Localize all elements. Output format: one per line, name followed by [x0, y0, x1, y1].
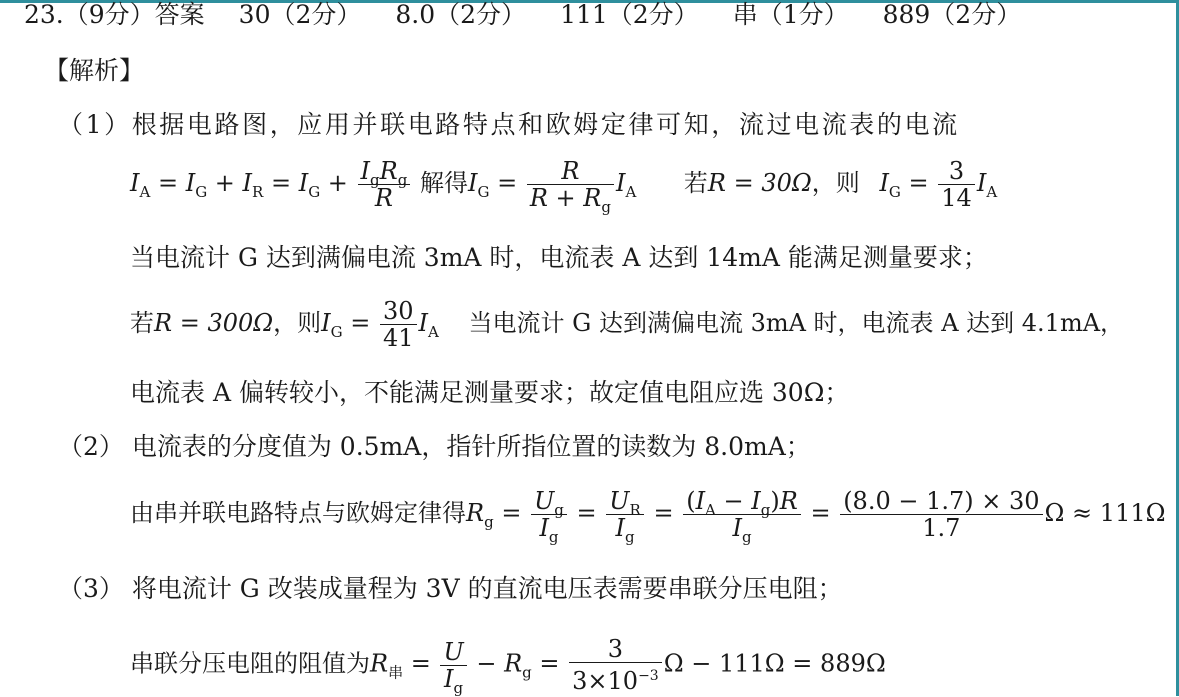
fraction-3-over-14: $\frac{3}{14}$ [938, 158, 975, 211]
fraction-3-over-3e-3: $\frac{3}{3\times 10^{-3}}$ [569, 636, 662, 694]
analysis-title: 【解析】 [44, 56, 145, 85]
fraction-UR-over-Ig: $\frac{U_R}{I_g}$ [606, 488, 644, 541]
part2-line1: （2） 电流表的分度值为 0.5mA，指针所指位置的读数为 8.0mA； [58, 432, 811, 461]
part3-equation: 串联分压电阻的阻值为$R_串$ = $\frac{U}{I_g}$ − $R_g$ = $\frac{3}{3\times 10^{-3}}$ Ω − 111Ω = 889Ω [130, 635, 886, 697]
part1-intro: （1）根据电路图，应用并联电路特点和欧姆定律可知，流过电流表的电流 [58, 110, 960, 139]
part3-line1: （3） 将电流计 G 改装成量程为 3V 的直流电压表需要串联分压电阻； [58, 574, 843, 603]
answer-1: 30（2分） [238, 0, 362, 29]
part1-line2: 当电流计 G 达到满偏电流 3mA 时，电流表 A 达到 14mA 能满足测量要求； [130, 243, 988, 272]
answer-5: 889（2分） [882, 0, 1022, 29]
part1-equation-1: $I_A = I_G + I_R = I_G$ + $\frac{I_gR_g}{R}$ 解得$I_G$ = $\frac{R}{R + R_g}$ $I_A$ 若R = 30Ω，则 $I_G$ = $\frac{3}{14}$ $I_A$ [130, 157, 998, 216]
answer-line [24, 0, 1021, 30]
question-number: 23. [24, 0, 64, 29]
fraction-R-over-R-plus-Rg: $\frac{R}{R + R_g}$ [527, 158, 614, 211]
fraction-IgRg-over-R: $\frac{I_gR_g}{R}$ [358, 158, 411, 211]
fraction-IA-minus-Ig-R-over-Ig: $\frac{(I_A - I_g)R}{I_g}$ [683, 488, 801, 541]
fraction-numeric: $\frac{(8.0 - 1.7) \times 30}{1.7}$ [840, 488, 1042, 541]
part1-line4: 电流表 A 偏转较小，不能满足测量要求；故定值电阻应选 30Ω； [130, 378, 850, 407]
answer-3: 111（2分） [560, 0, 699, 29]
fraction-30-over-41: $\frac{30}{41}$ [380, 298, 417, 351]
fraction-U-over-Ig: $\frac{U}{I_g}$ [440, 639, 466, 692]
score-label: （9分）答案 [63, 0, 205, 29]
fraction-Ug-over-Ig: $\frac{U_g}{I_g}$ [531, 488, 567, 541]
part2-equation: 由串并联电路特点与欧姆定律得$R_g$ = $\frac{U_g}{I_g}$ = $\frac{U_R}{I_g}$ = $\frac{(I_A - I_g)R}{I_g}$ = $\frac{(8.0 - 1.7) \times 30}{1.7}$ Ω ≈ 111Ω [130, 487, 1166, 546]
answer-2: 8.0（2分） [395, 0, 527, 29]
part1-equation-2: 若R = 300Ω，则$I_G$ = $\frac{30}{41}$ $I_A$ 当电流计 G 达到满偏电流 3mA 时，电流表 A 达到 4.1mA， [130, 297, 1125, 352]
answer-4: 串（1分） [732, 0, 849, 29]
